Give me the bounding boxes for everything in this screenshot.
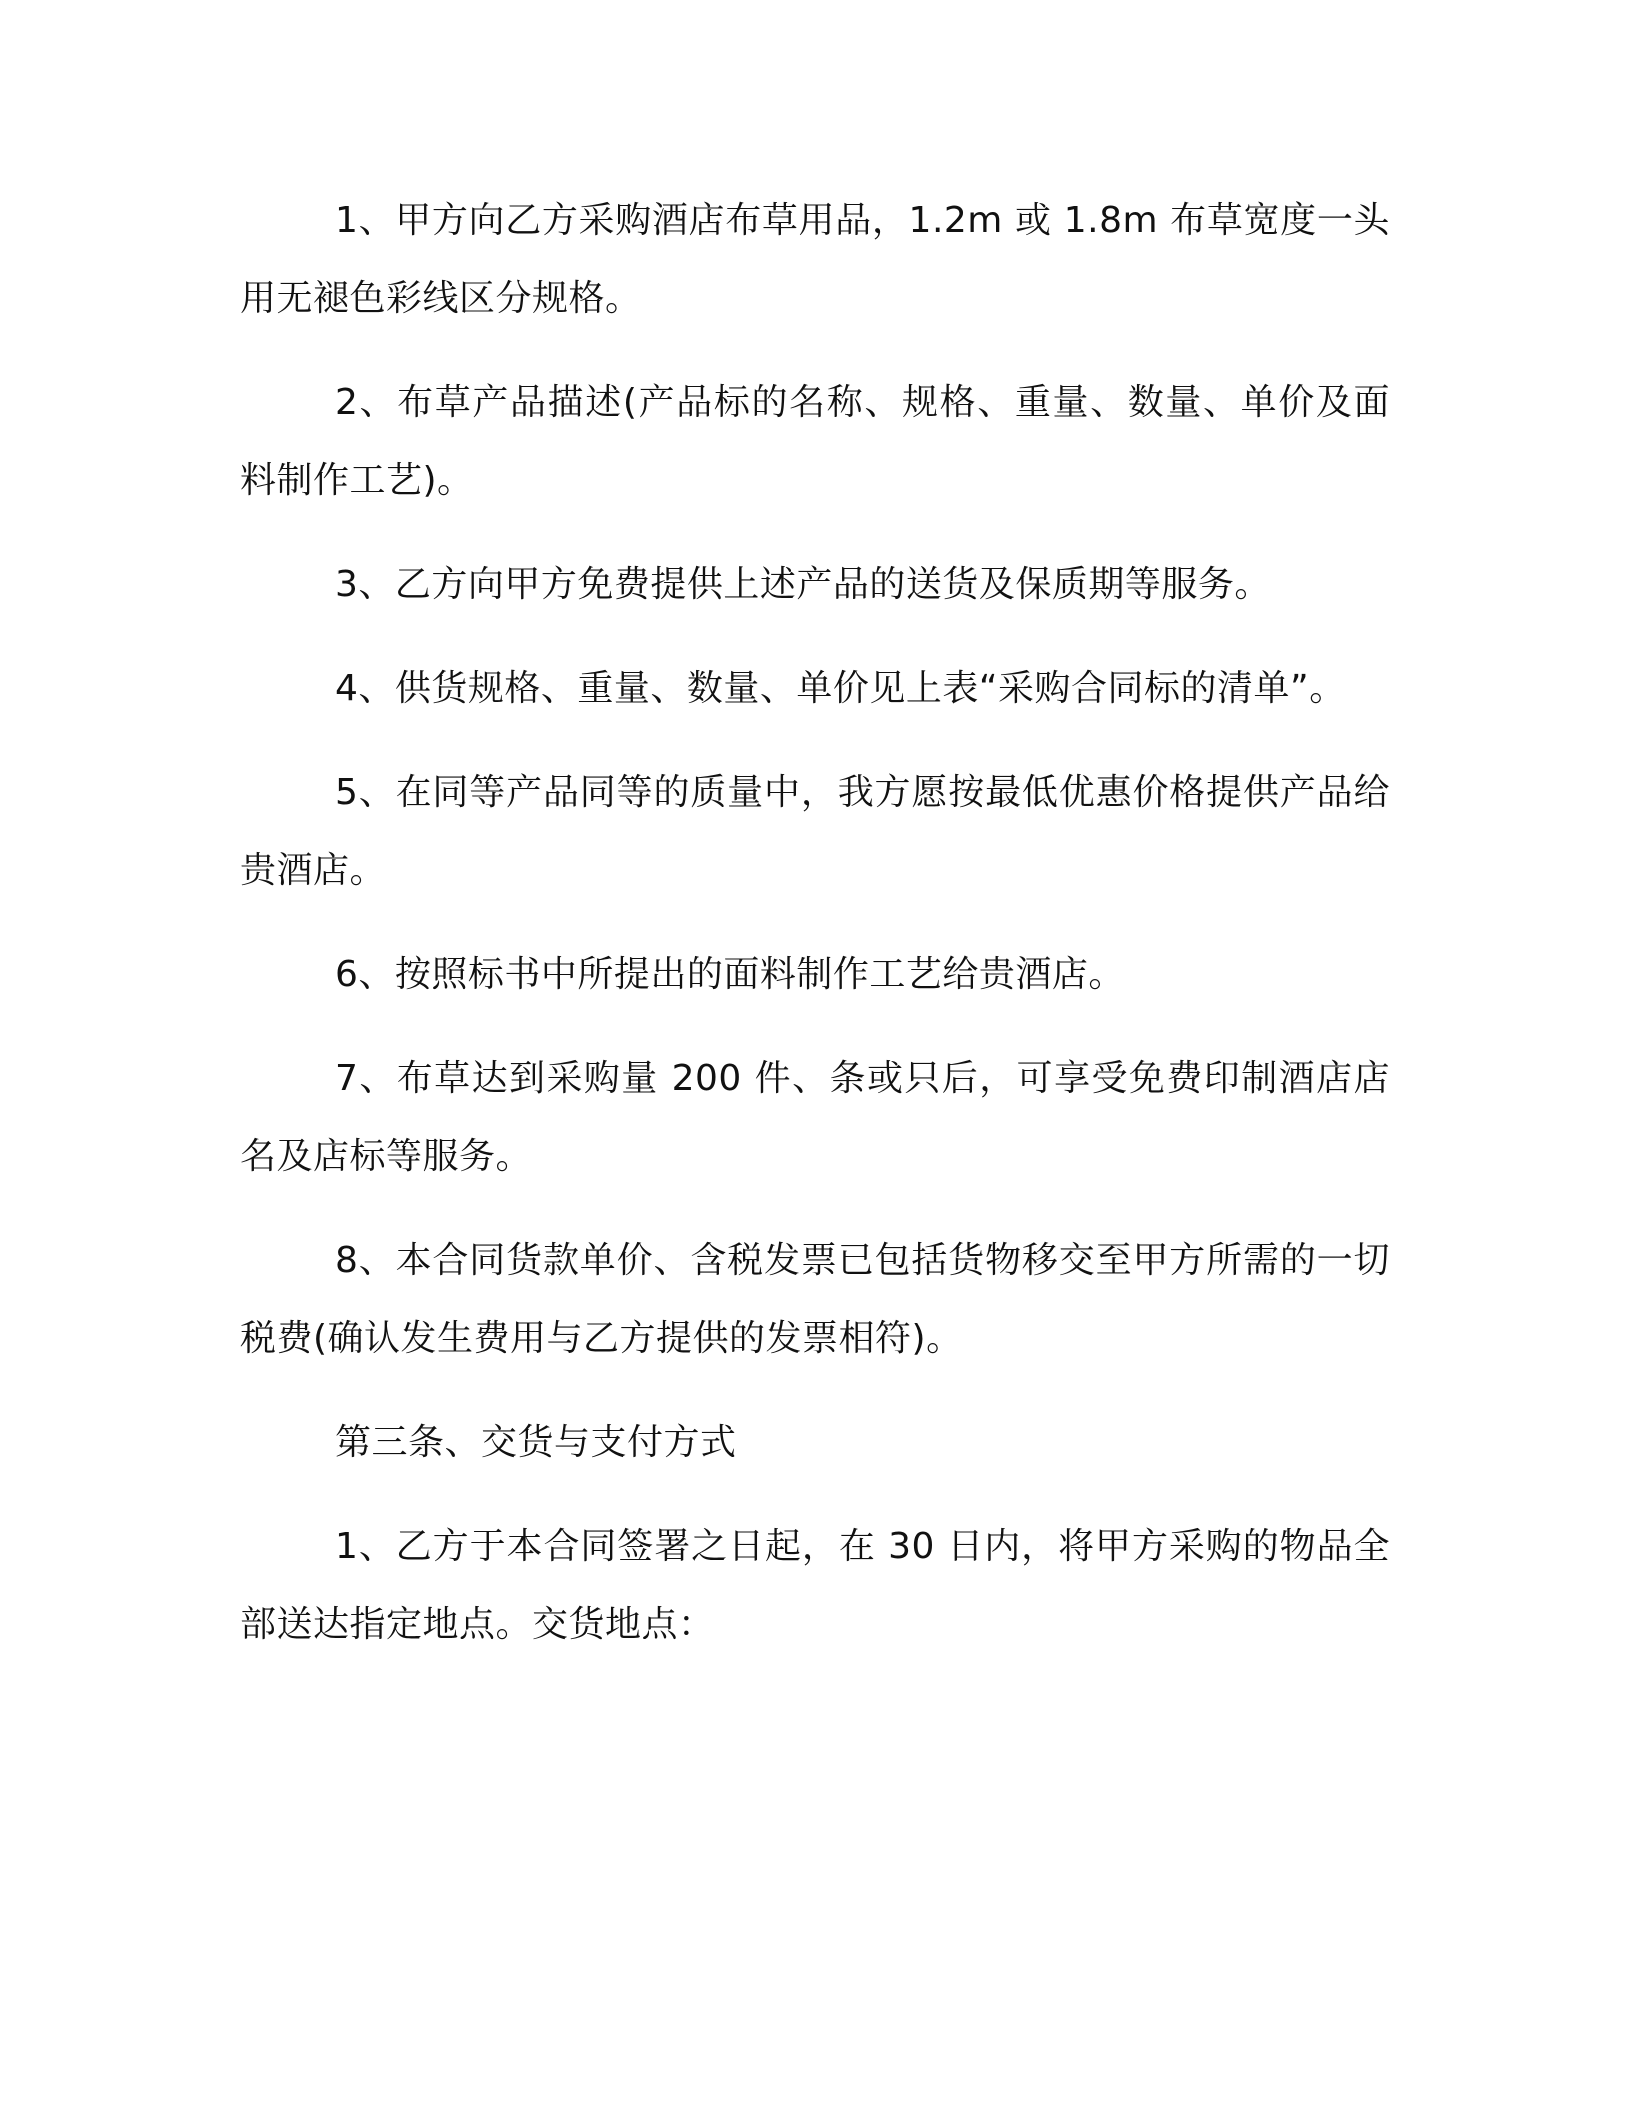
clause-6: 6、按照标书中所提出的面料制作工艺给贵酒店。 bbox=[335, 954, 1125, 995]
clause-4: 4、供货规格、重量、数量、单价见上表“采购合同标的清单”。 bbox=[335, 668, 1346, 709]
clause-3: 3、乙方向甲方免费提供上述产品的送货及保质期等服务。 bbox=[335, 564, 1271, 605]
clause-8: 8、本合同货款单价、含税发票已包括货物移交至甲方所需的一切税费(确认发生费用与乙方提供的发票相符)。 bbox=[240, 1240, 1390, 1359]
clause-7: 7、布草达到采购量 200 件、条或只后，可享受免费印制酒店店名及店标等服务。 bbox=[240, 1058, 1390, 1177]
clause-2: 2、布草产品描述(产品标的名称、规格、重量、数量、单价及面料制作工艺)。 bbox=[240, 382, 1390, 501]
clause-1: 1、甲方向乙方采购酒店布草用品，1.2m 或 1.8m 布草宽度一头用无褪色彩线区分规格。 bbox=[240, 200, 1390, 319]
document-body bbox=[240, 182, 1390, 1690]
section-heading: 第三条、交货与支付方式 bbox=[335, 1422, 737, 1463]
clause-5: 5、在同等产品同等的质量中，我方愿按最低优惠价格提供产品给贵酒店。 bbox=[240, 772, 1390, 891]
section-clause-1: 1、乙方于本合同签署之日起，在 30 日内，将甲方采购的物品全部送达指定地点。交货地点： bbox=[240, 1526, 1390, 1645]
